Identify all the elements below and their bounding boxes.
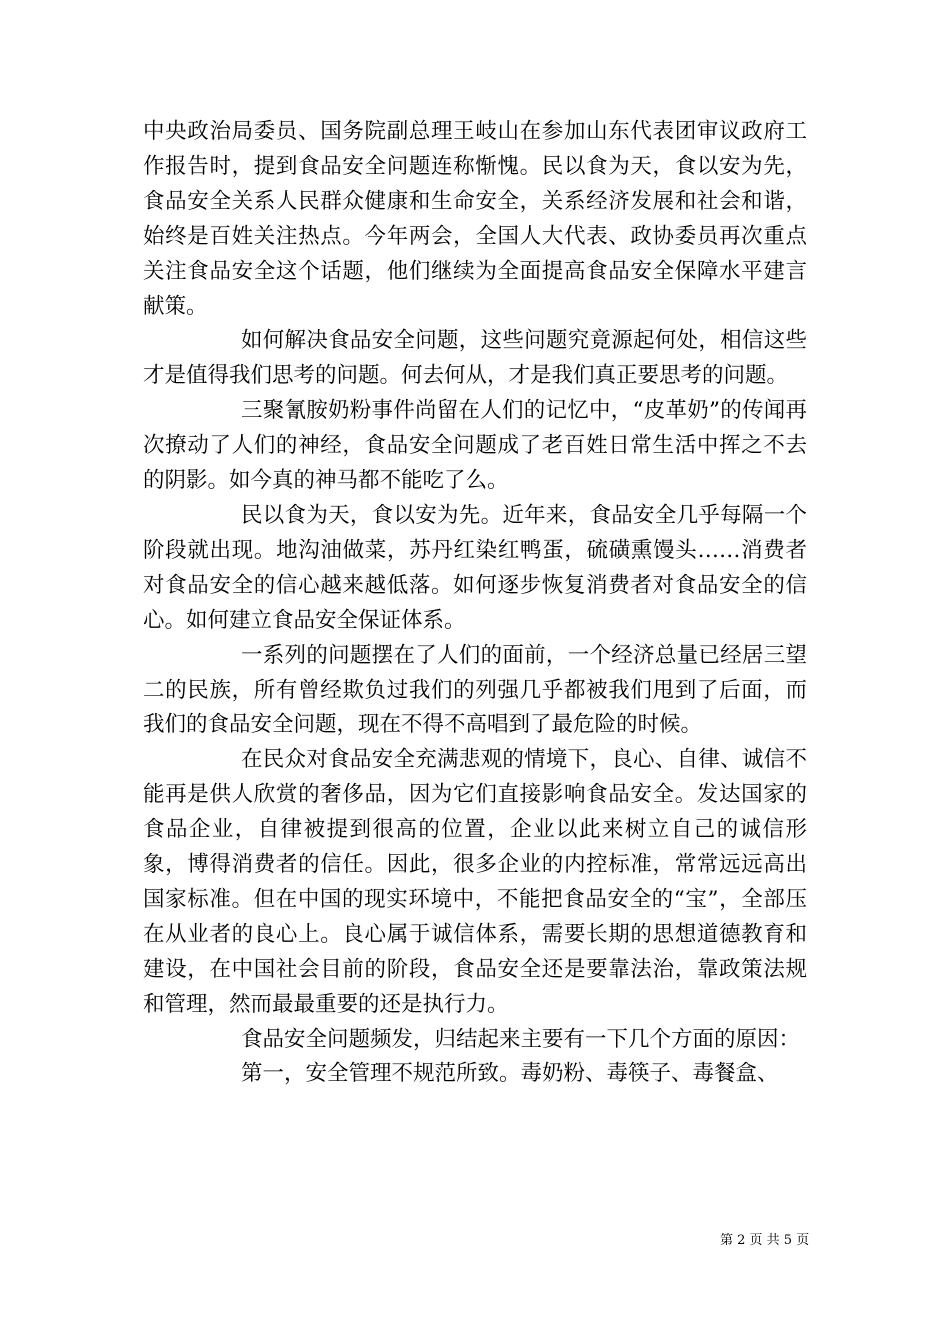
paragraph-5: 一系列的问题摆在了人们的面前，一个经济总量已经居三望二的民族，所有曾经欺负过我们的列强几乎都被我们甩到了后面，而我们的食品安全问题，现在不得不高唱到了最危险的时候。 — [143, 642, 807, 738]
paragraph-7: 食品安全问题频发，归结起来主要有一下几个方面的原因： — [241, 1026, 801, 1052]
page-number-footer: 第 2 页 共 5 页 — [720, 1233, 810, 1248]
paragraph-2: 如何解决食品安全问题，这些问题究竟源起何处，相信这些才是值得我们思考的问题。何去何从，才是我们真正要思考的问题。 — [143, 328, 807, 389]
paragraph-4: 民以食为天，食以安为先。近年来，食品安全几乎每隔一个阶段就出现。地沟油做菜，苏丹红染红鸭蛋，硫磺熏馒头……消费者对食品安全的信心越来越低落。如何逐步恢复消费者对食品安全的信心。如何建立食品安全保证体系。 — [143, 502, 807, 633]
paragraph-8: 第一，安全管理不规范所致。毒奶粉、毒筷子、毒餐盒、 — [241, 1061, 779, 1087]
paragraph-3: 三聚氰胺奶粉事件尚留在人们的记忆中，“皮革奶”的传闻再次撩动了人们的神经，食品安全问题成了老百姓日常生活中挥之不去的阴影。如今真的神马都不能吃了么。 — [143, 398, 807, 494]
document-body — [143, 115, 807, 1092]
paragraph-6: 在民众对食品安全充满悲观的情境下，良心、自律、诚信不能再是供人欣赏的奢侈品，因为它们直接影响食品安全。发达国家的食品企业，自律被提到很高的位置，企业以此来树立自己的诚信形象，博得消费者的信任。因此，很多企业的内控标准，常常远远高出国家标准。但在中国的现实环境中，不能把食品安全的“宝”，全部压在从业者的良心上。良心属于诚信体系，需要长期的思想道德教育和建设，在中国社会目前的阶段，食品安全还是要靠法治，靠政策法规和管理，然而最最重要的还是执行力。 — [143, 747, 807, 1017]
paragraph-1: 中央政治局委员、国务院副总理王岐山在参加山东代表团审议政府工作报告时，提到食品安全问题连称惭愧。民以食为天，食以安为先，食品安全关系人民群众健康和生命安全，关系经济发展和社会和谐，始终是百姓关注热点。今年两会，全国人大代表、政协委员再次重点关注食品安全这个话题，他们继续为全面提高食品安全保障水平建言献策。 — [143, 119, 807, 319]
